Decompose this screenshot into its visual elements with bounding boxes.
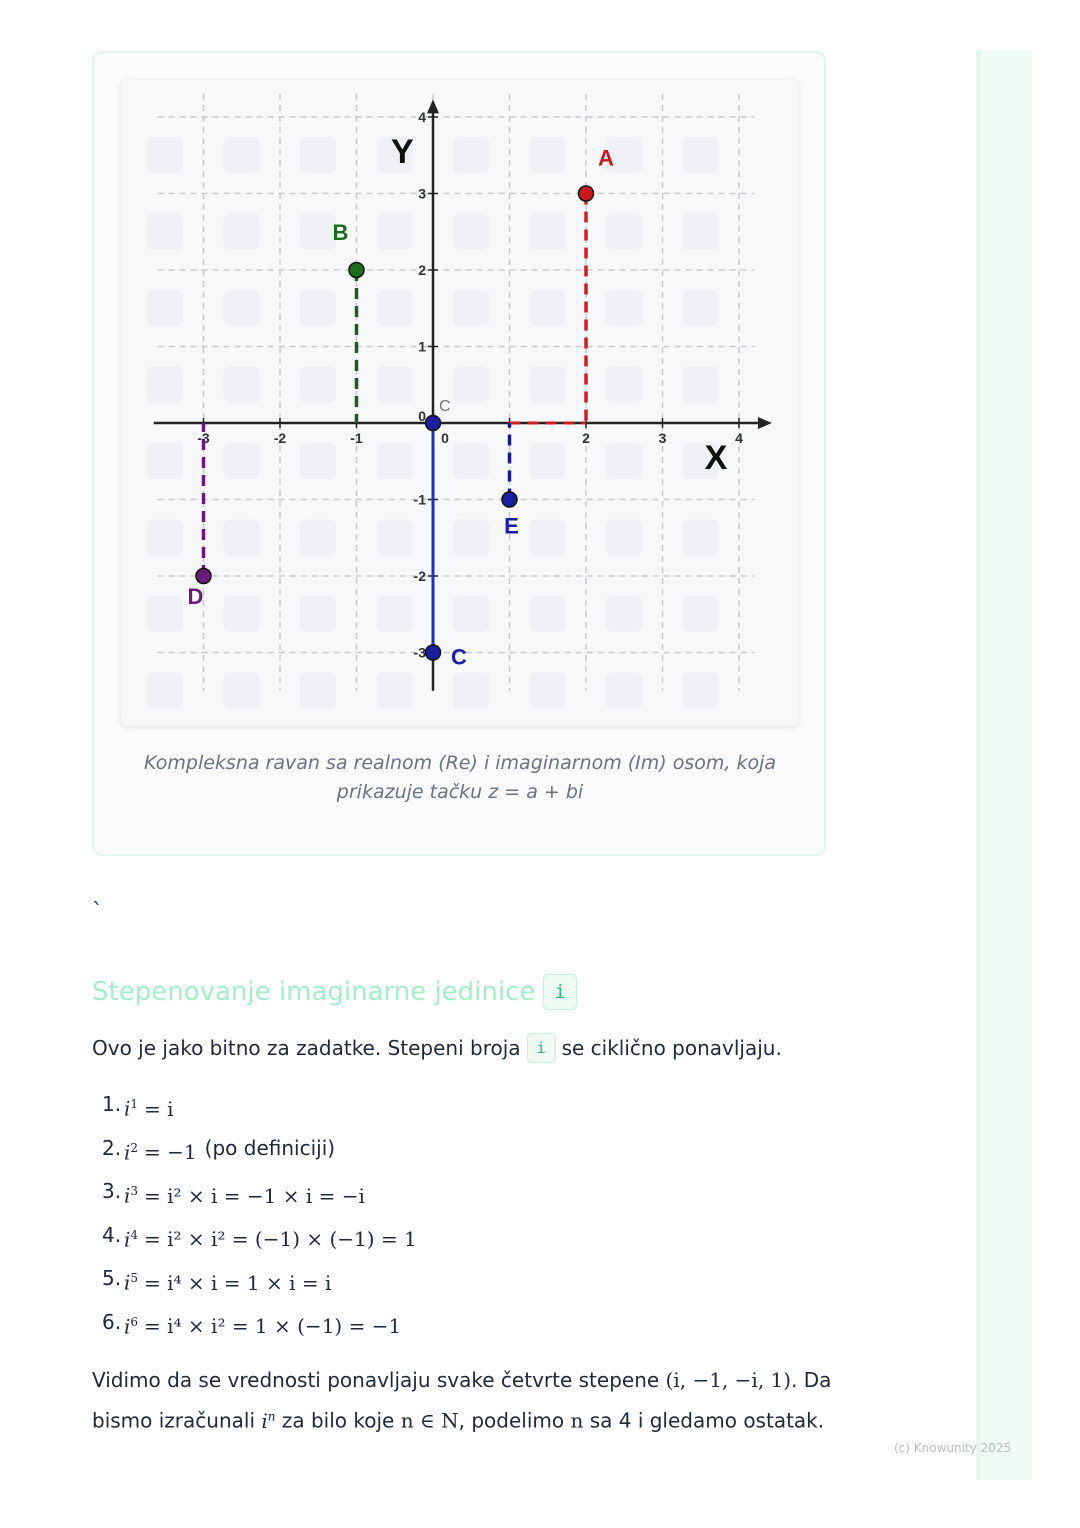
grid-cell-shade <box>530 673 566 709</box>
y-axis-arrow <box>427 99 439 113</box>
formula-rest: = i⁴ × i = 1 × i = i <box>144 1270 332 1295</box>
grid-cell-shade <box>530 520 566 556</box>
grid-cell-shade <box>606 673 642 709</box>
grid-cell-shade <box>147 596 183 632</box>
power-list-item <box>102 1219 417 1263</box>
grid-cell-shade <box>453 673 489 709</box>
point-label-c: C <box>451 644 467 670</box>
inline-code-chip: i <box>527 1033 556 1063</box>
y-axis-label: Y <box>391 132 414 171</box>
point-label-b: B <box>332 220 349 245</box>
point-label-e: E <box>504 513 519 539</box>
power-list-item <box>102 1262 417 1306</box>
grid-cell-shade <box>530 290 566 326</box>
grid-cell-shade <box>530 367 566 403</box>
x-tick-label: 0 <box>441 430 449 446</box>
x-tick-label: -1 <box>350 430 363 446</box>
grid-cell-shade <box>300 596 336 632</box>
grid-cell-shade <box>224 673 260 709</box>
grid-cell-shade <box>147 673 183 709</box>
power-list-item <box>102 1088 417 1132</box>
x-tick-label: 4 <box>735 430 743 446</box>
y-tick-label: -3 <box>413 644 426 661</box>
formula-base: i <box>124 1314 131 1339</box>
data-point-b <box>349 263 364 278</box>
grid-cell-shade <box>300 673 336 709</box>
intro-paragraph <box>92 1031 782 1065</box>
formula-base: i <box>124 1096 131 1121</box>
section-heading <box>92 972 577 1012</box>
formula-base: i <box>124 1227 131 1252</box>
grid-cell-shade <box>683 290 719 326</box>
right-margin-stripe <box>976 50 1032 1480</box>
conclusion-set-math: n ∈ N <box>400 1408 459 1433</box>
conclusion-cycle-math: (i, −1, −i, 1) <box>665 1368 792 1392</box>
grid-cell-shade <box>453 137 489 173</box>
grid-cell-shade <box>606 596 642 632</box>
x-tick-label: 3 <box>658 430 667 446</box>
x-tick-label: -2 <box>273 430 287 446</box>
grid-cell-shade <box>377 596 413 632</box>
grid-cell-shade <box>300 520 336 556</box>
power-formula <box>124 1088 174 1125</box>
formula-note: (po definiciji) <box>204 1135 336 1160</box>
grid-cell-shade <box>683 367 719 403</box>
conclusion-text-4: , podelimo <box>458 1408 565 1433</box>
data-point-d <box>196 569 211 584</box>
y-tick-label: 1 <box>418 338 426 355</box>
conclusion-text-3: za bilo koje <box>281 1408 395 1433</box>
grid-cell-shade <box>683 137 719 173</box>
power-formula <box>124 1306 401 1343</box>
conclusion-paragraph <box>92 1362 832 1439</box>
intro-text-before: Ovo je jako bitno za zadatke. Stepeni broja <box>92 1036 521 1060</box>
grid-cell-shade <box>300 137 336 173</box>
point-label-d: D <box>187 584 204 609</box>
y-tick-label: 2 <box>418 262 426 278</box>
formula-base: i <box>124 1270 131 1295</box>
grid-cell-shade <box>377 443 413 479</box>
conclusion-text-2: . Da bismo izračunali <box>92 1368 832 1433</box>
power-formula <box>124 1132 197 1169</box>
grid-cell-shade <box>683 596 719 632</box>
data-point-c <box>426 416 441 431</box>
grid-cell-shade <box>224 137 260 173</box>
grid-cell-shade <box>300 367 336 403</box>
grid-cell-shade <box>453 367 489 403</box>
conclusion-n-math: n <box>570 1408 584 1433</box>
grid-cell-shade <box>606 367 642 403</box>
power-list-item <box>102 1132 417 1176</box>
grid-cell-shade <box>224 214 260 250</box>
list-number: 1. <box>102 1092 122 1116</box>
grid-cell-shade <box>683 673 719 709</box>
grid-cell-shade <box>224 290 260 326</box>
grid-cell-shade <box>377 214 413 250</box>
power-formula <box>124 1175 365 1212</box>
formula-rest: = i² × i² = (−1) × (−1) = 1 <box>144 1227 417 1252</box>
section-heading-text: Stepenovanje imaginarne jedinice <box>92 977 536 1007</box>
list-number: 4. <box>102 1222 122 1247</box>
x-tick-label: 2 <box>582 430 590 446</box>
figure-caption: Kompleksna ravan sa realnom (Re) i imaginarnom (Im) osom, koja prikazuje tačku z = a + bi <box>143 752 777 803</box>
grid-cell-shade <box>530 443 566 479</box>
formula-exponent: 5 <box>130 1271 139 1285</box>
conclusion-text-1: Vidimo da se vrednosti ponavljaju svake četvrte stepene <box>92 1368 660 1392</box>
stray-backtick: ` <box>92 900 103 925</box>
grid-cell-shade <box>147 137 183 173</box>
copyright-footer: (c) Knowunity 2025 <box>894 1441 1012 1455</box>
grid-cell-shade <box>147 367 183 403</box>
y-tick-label: 4 <box>418 109 426 125</box>
power-formula <box>124 1219 417 1256</box>
power-exp: n <box>267 1409 276 1423</box>
grid-cell-shade <box>530 214 566 250</box>
grid-cell-shade <box>377 673 413 709</box>
data-point-a <box>579 186 594 201</box>
complex-plane-plot <box>121 80 798 726</box>
grid-cell-shade <box>453 214 489 250</box>
formula-rest: = i⁴ × i² = 1 × (−1) = −1 <box>144 1314 402 1339</box>
grid-cell-shade <box>300 290 336 326</box>
grid-cell-shade <box>606 290 642 326</box>
grid-cell-shade <box>147 214 183 250</box>
x-axis-label: X <box>704 439 728 477</box>
grid-cell-shade <box>606 443 642 479</box>
data-point-e <box>502 492 517 507</box>
grid-cell-shade <box>377 290 413 326</box>
list-number: 5. <box>102 1266 122 1290</box>
list-number: 3. <box>102 1179 122 1203</box>
grid-cell-shade <box>683 214 719 250</box>
grid-cell-shade <box>147 290 183 326</box>
grid-cell-shade <box>606 214 642 250</box>
grid-cell-shade <box>453 520 489 556</box>
y-tick-label: 0 <box>418 408 426 424</box>
y-tick-label: 3 <box>418 185 426 202</box>
grid-cell-shade <box>377 520 413 556</box>
origin-label: C <box>439 398 451 415</box>
list-number: 6. <box>102 1309 122 1334</box>
formula-exponent: 4 <box>130 1227 139 1242</box>
grid-cell-shade <box>224 520 260 556</box>
grid-cell-shade <box>224 443 260 479</box>
complex-plane-figure <box>121 80 798 726</box>
grid-cell-shade <box>453 443 489 479</box>
formula-rest: = −1 <box>144 1140 197 1165</box>
grid-cell-shade <box>300 443 336 479</box>
power-list-item <box>102 1306 417 1350</box>
x-tick-label: -3 <box>197 430 210 446</box>
formula-rest: = i <box>144 1096 174 1121</box>
grid-cell-shade <box>224 367 260 403</box>
formula-rest: = i² × i = −1 × i = −i <box>144 1183 365 1208</box>
y-tick-label: -2 <box>413 568 426 584</box>
grid-cell-shade <box>606 520 642 556</box>
grid-cell-shade <box>683 520 719 556</box>
list-number: 2. <box>102 1135 122 1160</box>
grid-cell-shade <box>530 596 566 632</box>
power-formula <box>124 1262 331 1299</box>
power-list-item <box>102 1175 417 1219</box>
x-axis-arrow <box>758 417 772 429</box>
formula-exponent: 6 <box>130 1314 139 1329</box>
formula-exponent: 2 <box>130 1140 139 1155</box>
intro-text-after: se ciklično ponavljaju. <box>561 1036 782 1060</box>
grid-cell-shade <box>147 443 183 479</box>
conclusion-text-5: sa 4 i gledamo ostatak. <box>589 1408 825 1433</box>
heading-code-chip: i <box>543 974 576 1010</box>
grid-cell-shade <box>530 137 566 173</box>
grid-cell-shade <box>224 596 260 632</box>
point-label-a: A <box>598 145 614 171</box>
formula-exponent: 3 <box>130 1184 139 1198</box>
grid-cell-shade <box>453 290 489 326</box>
power-base: i <box>261 1408 268 1433</box>
formula-base: i <box>124 1183 131 1208</box>
powers-list <box>102 1088 417 1349</box>
y-tick-label: -1 <box>413 491 426 508</box>
grid-cell-shade <box>453 596 489 632</box>
formula-base: i <box>124 1140 131 1165</box>
formula-exponent: 1 <box>130 1097 139 1111</box>
data-point-c <box>426 645 441 660</box>
grid-cell-shade <box>300 214 336 250</box>
conclusion-power-math <box>261 1409 275 1433</box>
grid-cell-shade <box>377 367 413 403</box>
grid-cell-shade <box>147 520 183 556</box>
